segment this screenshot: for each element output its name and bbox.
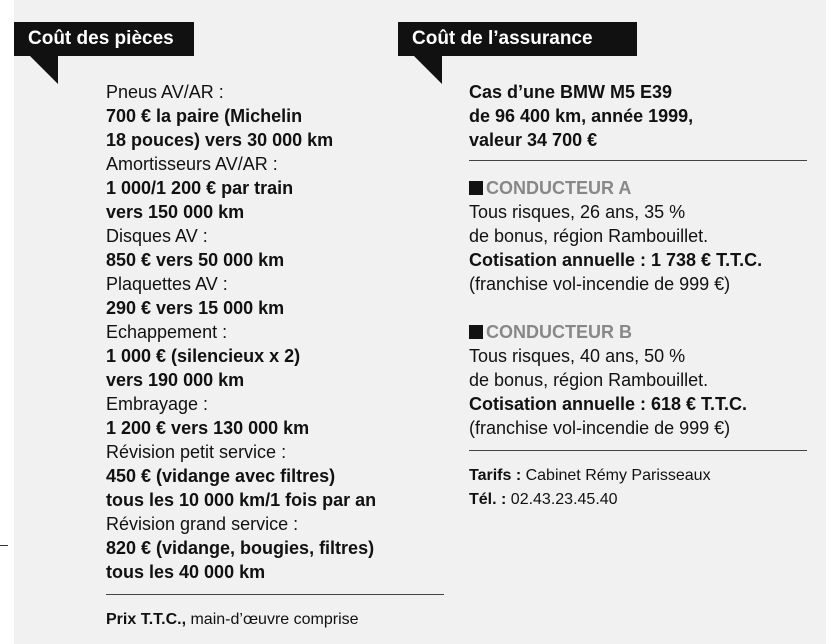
piece-label: Embrayage : <box>106 394 209 414</box>
piece-label: Disques AV : <box>106 226 208 246</box>
piece-detail: 700 € la paire (Michelin <box>106 106 303 126</box>
piece-detail: 450 € (vidange avec filtres) <box>106 466 336 486</box>
piece-detail: 18 pouces) vers 30 000 km <box>106 130 334 150</box>
square-bullet-icon <box>469 181 483 195</box>
assurance-contact <box>469 464 711 512</box>
piece-detail: 290 € vers 15 000 km <box>106 298 285 318</box>
pieces-footer <box>106 608 359 632</box>
assurance-divider-top <box>469 160 807 161</box>
conducteur-b-cotisation: Cotisation annuelle : 618 € T.T.C. <box>469 394 748 414</box>
conducteur-b-block <box>469 320 747 440</box>
piece-detail: vers 150 000 km <box>106 202 245 222</box>
piece-label: Plaquettes AV : <box>106 274 228 294</box>
pieces-title-notch <box>30 56 58 84</box>
tarifs-value: Cabinet Rémy Parisseaux <box>521 467 711 484</box>
piece-detail: 1 000/1 200 € par train <box>106 178 294 198</box>
piece-label: Révision petit service : <box>106 442 287 462</box>
conducteur-a-line2: de bonus, région Rambouillet. <box>469 226 709 246</box>
conducteur-b-line2: de bonus, région Rambouillet. <box>469 370 709 390</box>
conducteur-b-heading: CONDUCTEUR B <box>486 322 632 342</box>
assurance-title: Coût de l’assurance <box>398 22 637 56</box>
pieces-footer-text: main-d’œuvre comprise <box>186 611 359 628</box>
piece-detail: 850 € vers 50 000 km <box>106 250 285 270</box>
conducteur-b-franchise: (franchise vol-incendie de 999 €) <box>469 418 731 438</box>
piece-detail: tous les 40 000 km <box>106 562 266 582</box>
piece-detail: 1 200 € vers 130 000 km <box>106 418 310 438</box>
assurance-intro <box>469 80 693 152</box>
conducteur-a-block <box>469 176 762 296</box>
piece-detail: 820 € (vidange, bougies, filtres) <box>106 538 375 558</box>
intro-line: Cas d’une BMW M5 E39 <box>469 82 673 102</box>
assurance-divider-bottom <box>469 450 807 451</box>
square-bullet-icon <box>469 325 483 339</box>
conducteur-a-cotisation: Cotisation annuelle : 1 738 € T.T.C. <box>469 250 763 270</box>
tel-label: Tél. : <box>469 491 507 508</box>
tarifs-label: Tarifs : <box>469 467 522 484</box>
pieces-list <box>106 80 436 584</box>
conducteur-a-line1: Tous risques, 26 ans, 35 % <box>469 202 686 222</box>
piece-detail: 1 000 € (silencieux x 2) <box>106 346 301 366</box>
pieces-footer-bold: Prix T.T.C., <box>106 611 187 628</box>
pieces-title: Coût des pièces <box>14 22 194 56</box>
crop-mark <box>0 545 8 546</box>
conducteur-b-line1: Tous risques, 40 ans, 50 % <box>469 346 686 366</box>
piece-detail: vers 190 000 km <box>106 370 245 390</box>
conducteur-a-heading: CONDUCTEUR A <box>486 178 632 198</box>
conducteur-a-franchise: (franchise vol-incendie de 999 €) <box>469 274 731 294</box>
intro-line: de 96 400 km, année 1999, <box>469 106 694 126</box>
pieces-divider <box>106 594 444 595</box>
intro-line: valeur 34 700 € <box>469 130 598 150</box>
piece-detail: tous les 10 000 km/1 fois par an <box>106 490 377 510</box>
tel-value: 02.43.23.45.40 <box>506 491 618 508</box>
page-margin <box>0 0 14 644</box>
piece-label: Pneus AV/AR : <box>106 82 224 102</box>
piece-label: Révision grand service : <box>106 514 299 534</box>
piece-label: Echappement : <box>106 322 228 342</box>
piece-label: Amortisseurs AV/AR : <box>106 154 278 174</box>
